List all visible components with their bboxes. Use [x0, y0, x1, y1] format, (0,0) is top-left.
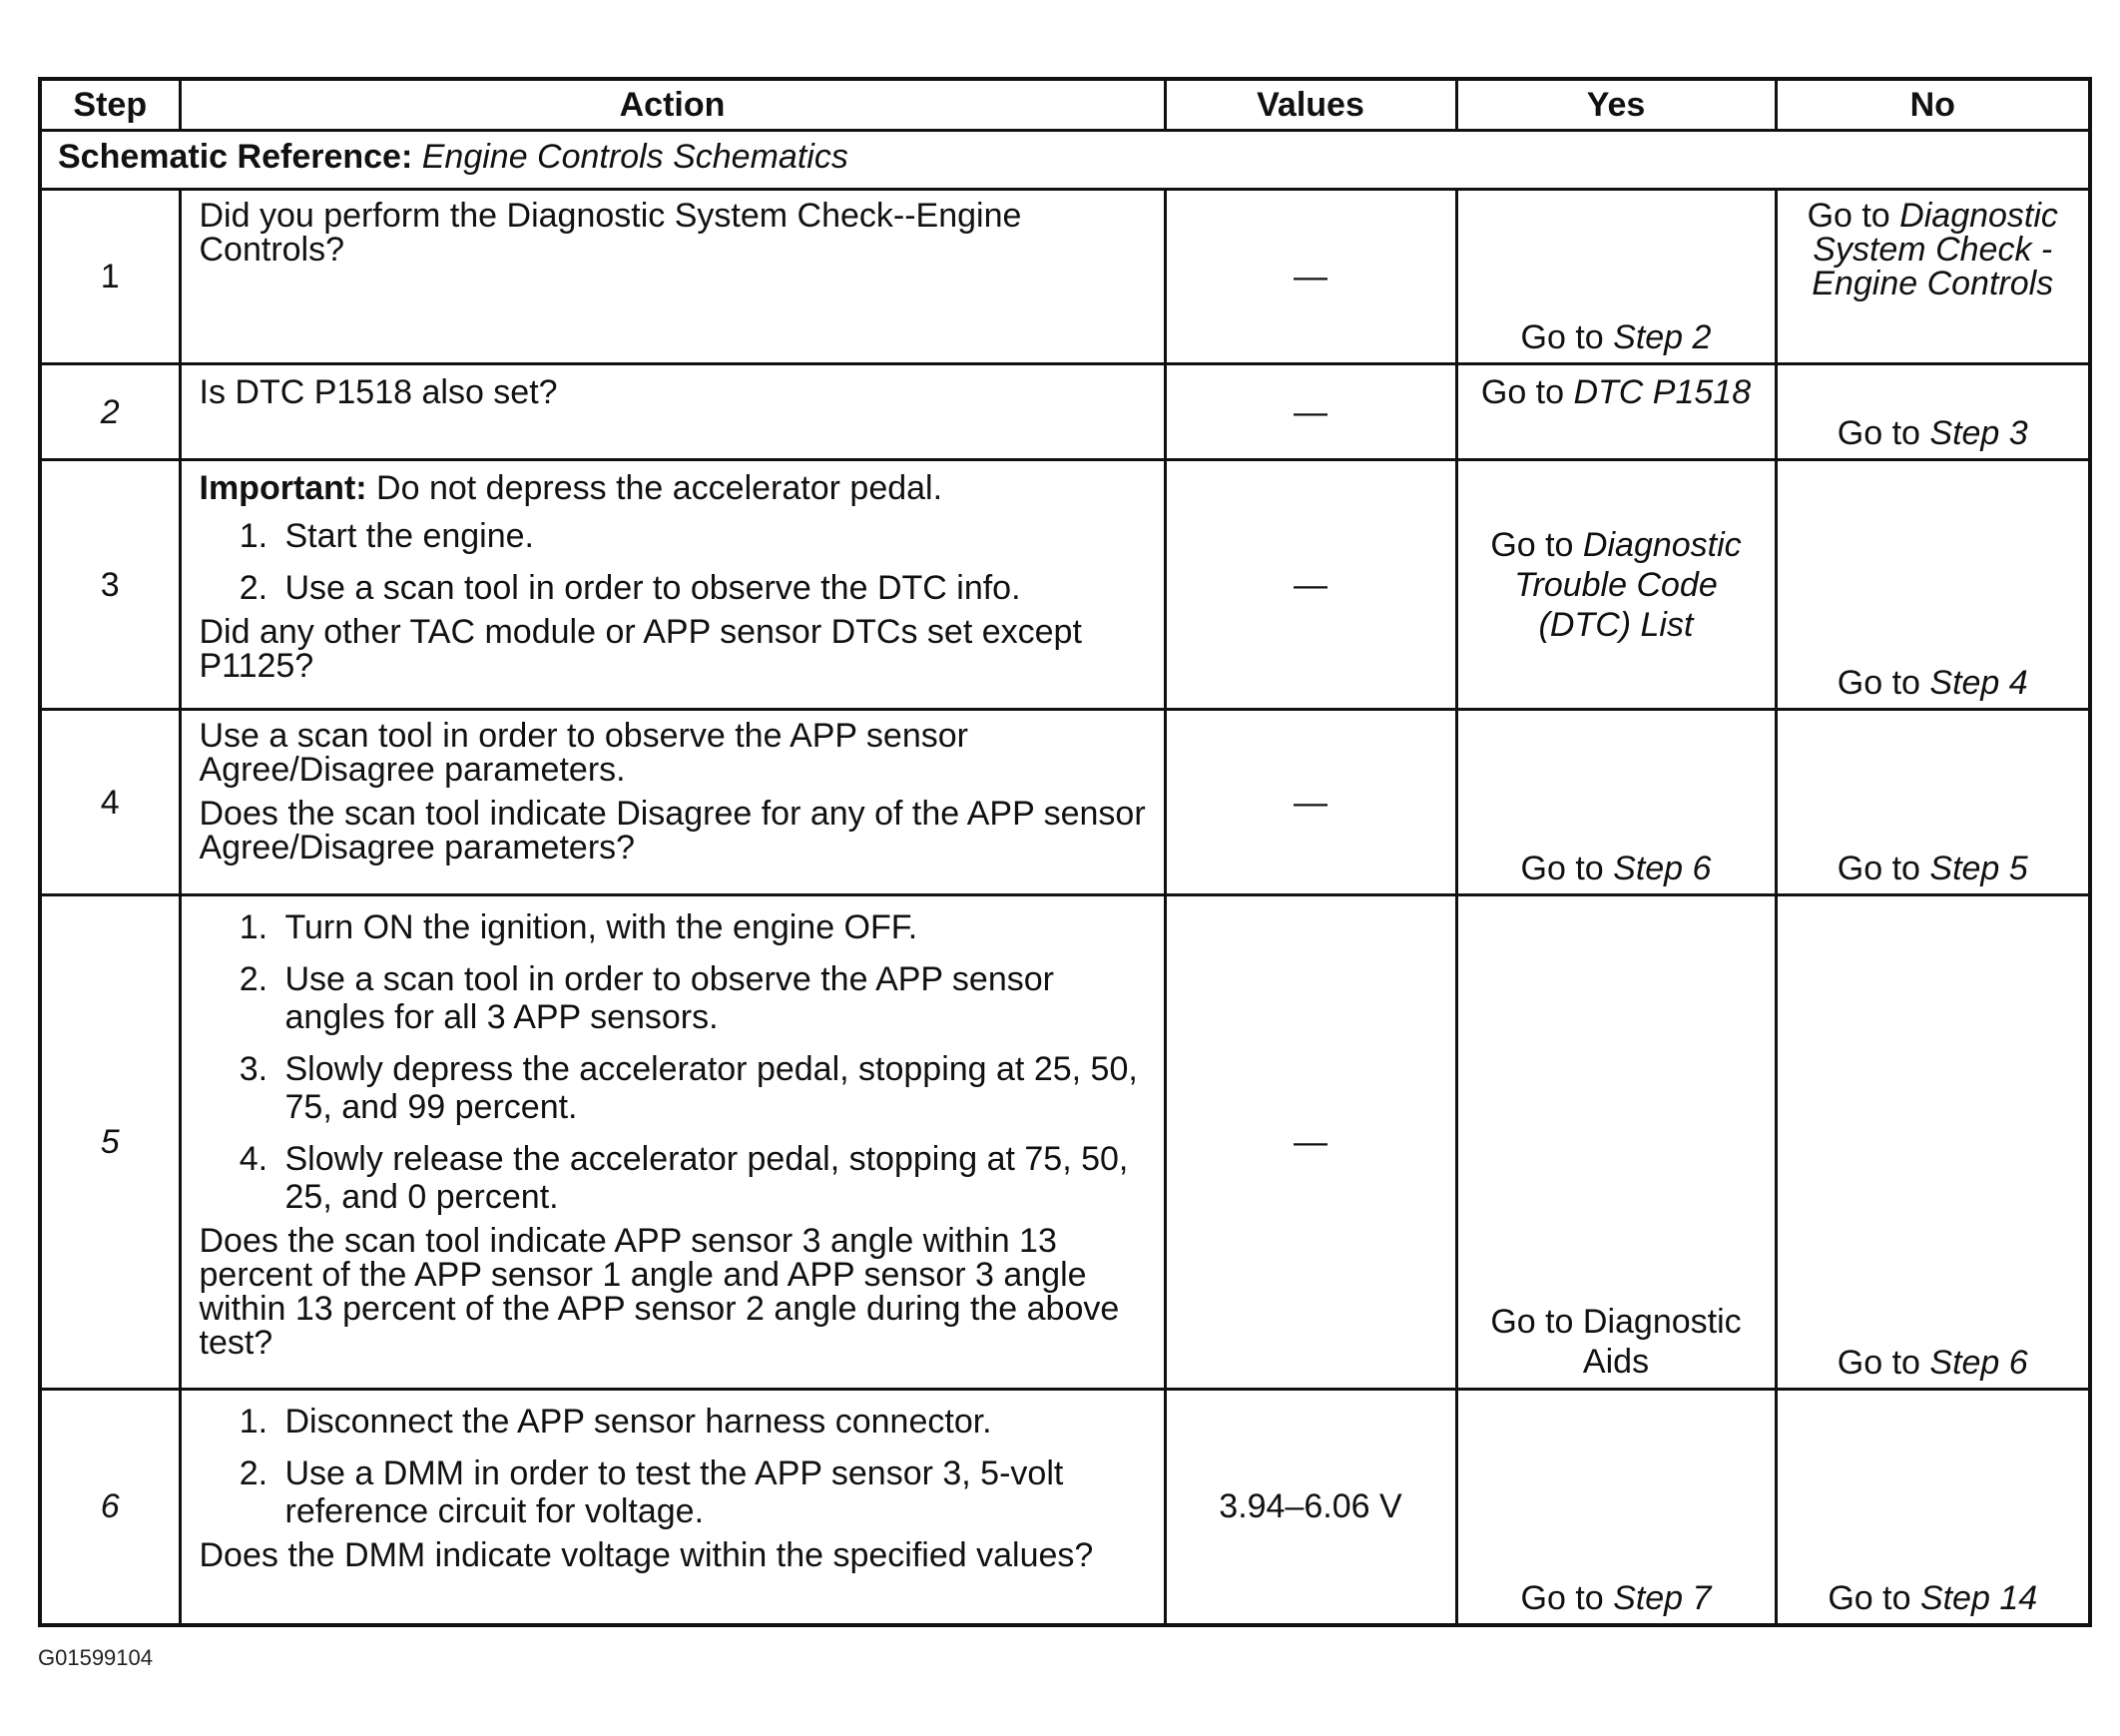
- yes-link[interactable]: Go to Step 2: [1520, 318, 1712, 356]
- question-text: Does the DMM indicate voltage within the specified values?: [199, 1536, 1094, 1574]
- action-cell: [180, 460, 1165, 710]
- step-number: 4: [40, 710, 180, 895]
- action-text: Did you perform the Diagnostic System Check--Engine Controls?: [199, 197, 1022, 269]
- procedure-step: 2. Use a DMM in order to test the APP sensor 3, 5-volt reference circuit for voltage.: [277, 1454, 1150, 1530]
- action-text: Use a scan tool in order to observe the APP sensor Agree/Disagree parameters.: [199, 717, 968, 789]
- no-cell: [1776, 710, 2090, 895]
- figure-id: G01599104: [38, 1645, 153, 1670]
- procedure-step: 4. Slowly release the accelerator pedal, stopping at 75, 50, 25, and 0 percent.: [277, 1140, 1150, 1216]
- values-cell: —: [1165, 460, 1456, 710]
- procedure-list: [200, 908, 1150, 1216]
- header-action: Action: [180, 79, 1165, 131]
- yes-link[interactable]: Go to Diagnostic Trouble Code (DTC) List: [1490, 525, 1742, 644]
- table-row-step-2: [40, 364, 2090, 460]
- action-cell: [180, 190, 1165, 364]
- no-link[interactable]: Go to Step 3: [1837, 414, 2028, 452]
- procedure-step: 1. Start the engine.: [277, 517, 1150, 555]
- header-values: Values: [1165, 79, 1456, 131]
- action-cell: [180, 1390, 1165, 1625]
- no-cell: [1776, 364, 2090, 460]
- values-cell: —: [1165, 895, 1456, 1390]
- question-text: Does the scan tool indicate Disagree for any of the APP sensor Agree/Disagree parameters?: [199, 795, 1146, 867]
- schematic-reference-row: [40, 131, 2090, 190]
- no-link[interactable]: Go to Step 5: [1837, 850, 2028, 887]
- action-cell: [180, 710, 1165, 895]
- values-cell: —: [1165, 190, 1456, 364]
- no-link[interactable]: Go to Step 6: [1837, 1344, 2028, 1382]
- yes-link[interactable]: Go to Diagnostic Aids: [1490, 1303, 1742, 1381]
- important-label: Important:: [199, 469, 367, 507]
- schematic-reference-link[interactable]: Engine Controls Schematics: [421, 138, 848, 176]
- no-cell: [1776, 190, 2090, 364]
- no-link[interactable]: Go to Diagnostic System Check - Engine Controls: [1807, 197, 2058, 302]
- step-number: 3: [40, 460, 180, 710]
- procedure-list: [200, 1403, 1150, 1530]
- action-cell: [180, 895, 1165, 1390]
- important-note: [200, 469, 1150, 507]
- step-number: 6: [40, 1390, 180, 1625]
- diagnostic-table: [38, 77, 2092, 1627]
- question-text: Did any other TAC module or APP sensor DTCs set except P1125?: [199, 613, 1082, 685]
- header-step: Step: [40, 79, 180, 131]
- procedure-list: [200, 517, 1150, 607]
- yes-cell: [1456, 190, 1776, 364]
- values-cell: —: [1165, 364, 1456, 460]
- procedure-step: 1. Turn ON the ignition, with the engine OFF.: [277, 908, 1150, 946]
- schematic-reference: [40, 131, 2090, 190]
- table-row-step-3: [40, 460, 2090, 710]
- yes-cell: [1456, 895, 1776, 1390]
- step-number: 5: [40, 895, 180, 1390]
- no-cell: [1776, 460, 2090, 710]
- yes-link[interactable]: Go to Step 6: [1520, 850, 1712, 887]
- values-cell: 3.94–6.06 V: [1165, 1390, 1456, 1625]
- header-row: [40, 79, 2090, 131]
- procedure-step: 2. Use a scan tool in order to observe the APP sensor angles for all 3 APP sensors.: [277, 960, 1150, 1036]
- step-number: 1: [40, 190, 180, 364]
- table-row-step-5: [40, 895, 2090, 1390]
- yes-link[interactable]: Go to DTC P1518: [1480, 373, 1752, 411]
- table-row-step-1: [40, 190, 2090, 364]
- table-row-step-6: [40, 1390, 2090, 1625]
- important-text: Do not depress the accelerator pedal.: [366, 469, 943, 507]
- action-cell: [180, 364, 1165, 460]
- values-cell: —: [1165, 710, 1456, 895]
- yes-cell: [1456, 460, 1776, 710]
- yes-cell: [1456, 1390, 1776, 1625]
- procedure-step: 3. Slowly depress the accelerator pedal, stopping at 25, 50, 75, and 99 percent.: [277, 1050, 1150, 1126]
- no-cell: [1776, 1390, 2090, 1625]
- procedure-step: 2. Use a scan tool in order to observe the DTC info.: [277, 569, 1150, 607]
- header-no: No: [1776, 79, 2090, 131]
- procedure-step: 1. Disconnect the APP sensor harness connector.: [277, 1403, 1150, 1441]
- table-row-step-4: [40, 710, 2090, 895]
- no-cell: [1776, 895, 2090, 1390]
- action-text: Is DTC P1518 also set?: [199, 373, 558, 411]
- no-link[interactable]: Go to Step 4: [1837, 664, 2028, 702]
- no-link[interactable]: Go to Step 14: [1828, 1578, 2038, 1617]
- step-number: 2: [40, 364, 180, 460]
- question-text: Does the scan tool indicate APP sensor 3 angle within 13 percent of the APP sensor 1 angle and APP sensor 3 angle within 13 percent of the APP sensor 2 angle during the above test?: [199, 1222, 1120, 1362]
- yes-cell: [1456, 710, 1776, 895]
- schematic-reference-label: Schematic Reference:: [58, 138, 413, 176]
- header-yes: Yes: [1456, 79, 1776, 131]
- yes-cell: [1456, 364, 1776, 460]
- yes-link[interactable]: Go to Step 7: [1520, 1578, 1712, 1617]
